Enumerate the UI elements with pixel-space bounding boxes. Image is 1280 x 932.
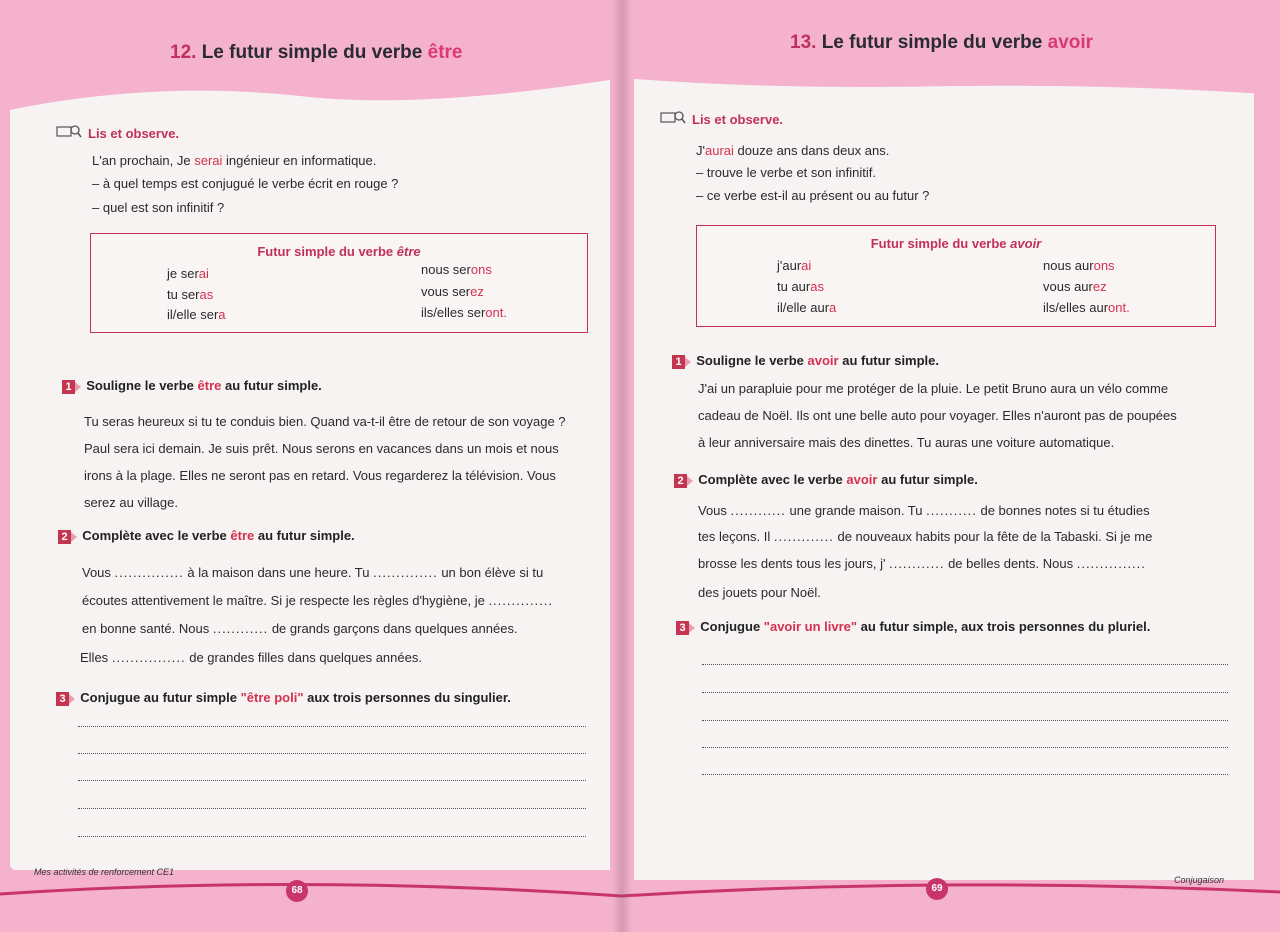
right-header-wave [622,0,1280,110]
conjugation-box [90,233,588,333]
conj-ils: ils/elles seront. [421,305,507,320]
answer-line [78,726,586,727]
exercise-2-line-2: tes leçons. Il ............. de nouveaux habits pour la fête de la Tabaski. Si je me [698,529,1153,544]
exercise-2-line-2: écoutes attentivement le maître. Si je respecte les règles d'hygiène, je .............. [82,593,554,608]
answer-line [702,692,1228,693]
conj-vous: vous serez [421,284,484,299]
left-page [0,0,622,932]
conj-il: il/elle aura [777,300,837,315]
exercise-2-line-4: Elles ................ de grandes filles dans quelques années. [80,650,422,665]
right-paper [634,62,1254,880]
conj-vous: vous aurez [1043,279,1107,294]
intro-sentence: L'an prochain, Je serai ingénieur en informatique. [92,153,377,168]
conj-ils: ils/elles auront. [1043,300,1130,315]
page-title: 13. Le futur simple du verbe avoir [790,32,1094,53]
exercise-2-instruction: 2 Complète avec le verbe avoir au futur simple. [674,472,978,488]
lis-et-observe: Lis et observe. [56,124,179,141]
exercise-2-line-1: Vous ............... à la maison dans une heure. Tu .............. un bon élève si tu [82,565,544,580]
right-page [622,0,1280,932]
magnifier-icon [56,124,82,141]
answer-line [702,720,1228,721]
page-title: 12. Le futur simple du verbe être [170,42,463,63]
intro-sentence: J'aurai douze ans dans deux ans. [696,143,890,158]
exercise-1-instruction: 1 Souligne le verbe avoir au futur simple. [672,353,939,369]
box-title: Futur simple du verbe avoir [870,236,1042,251]
answer-line [78,753,586,754]
magnifier-icon [660,110,686,127]
intro-question-2: – quel est son infinitif ? [92,200,225,215]
exercise-2-instruction: 2 Complète avec le verbe être au futur simple. [58,528,355,544]
exercise-1-text: J'ai un parapluie pour me protéger de la pluie. Le petit Bruno aura un vélo comme cadeau de Noël. Ils ont une belle auto pour voyager. Elles n'auront pas de poupées à leur anniversaire mais des dinettes. Tu auras une voiture automatique. [698,381,1177,450]
footer-section-name: Conjugaison [1174,875,1225,885]
conj-je: je serai [167,266,209,281]
lis-et-observe: Lis et observe. [660,110,783,127]
exercise-2-line-3: en bonne santé. Nous ............ de grands garçons dans quelques années. [82,621,518,636]
conjugation-box [696,225,1216,327]
exercise-1-text: Tu seras heureux si tu te conduis bien. Quand va-t-il être de retour de son voyage ? Paul sera ici demain. Je suis prêt. Nous serons en vacances dans un mois et nous irons à la plage. Elles ne seront pas en retard. Vous regarderez la télévision. Vous serez au village. [84,414,566,510]
answer-line [702,747,1228,748]
conj-nous: nous serons [421,262,492,277]
conj-je: j'aurai [777,258,812,273]
conj-nous: nous aurons [1043,258,1115,273]
answer-line [78,836,586,837]
intro-question-2: – ce verbe est-il au présent ou au futur ? [696,188,930,203]
exercise-2-line-1: Vous ............ une grande maison. Tu ........... de bonnes notes si tu étudies [698,503,1150,518]
conj-tu: tu auras [777,279,824,294]
box-title: Futur simple du verbe être [257,244,421,259]
left-footer-wave [0,850,622,932]
exercise-2-line-4: des jouets pour Noël. [698,585,821,600]
right-footer-wave [622,850,1280,932]
exercise-1-instruction: 1 Souligne le verbe être au futur simple. [62,378,322,394]
page-number: 68 [286,880,308,902]
footer-book-title: Mes activités de renforcement CE1 [34,867,175,877]
intro-question-1: – à quel temps est conjugué le verbe écrit en rouge ? [92,176,399,191]
answer-line [78,808,586,809]
page-number: 69 [926,878,948,900]
answer-line [78,780,586,781]
conj-tu: tu seras [167,287,214,302]
answer-line [702,774,1228,775]
exercise-3-instruction: 3 Conjugue "avoir un livre" au futur simple, aux trois personnes du pluriel. [676,619,1150,635]
answer-line [702,664,1228,665]
exercise-2-line-3: brosse les dents tous les jours, j' ............ de belles dents. Nous ............... [698,556,1146,571]
exercise-3-instruction: 3 Conjugue au futur simple "être poli" aux trois personnes du singulier. [56,690,511,706]
conj-il: il/elle sera [167,307,226,322]
intro-question-1: – trouve le verbe et son infinitif. [696,165,876,180]
book-spine [612,0,632,932]
